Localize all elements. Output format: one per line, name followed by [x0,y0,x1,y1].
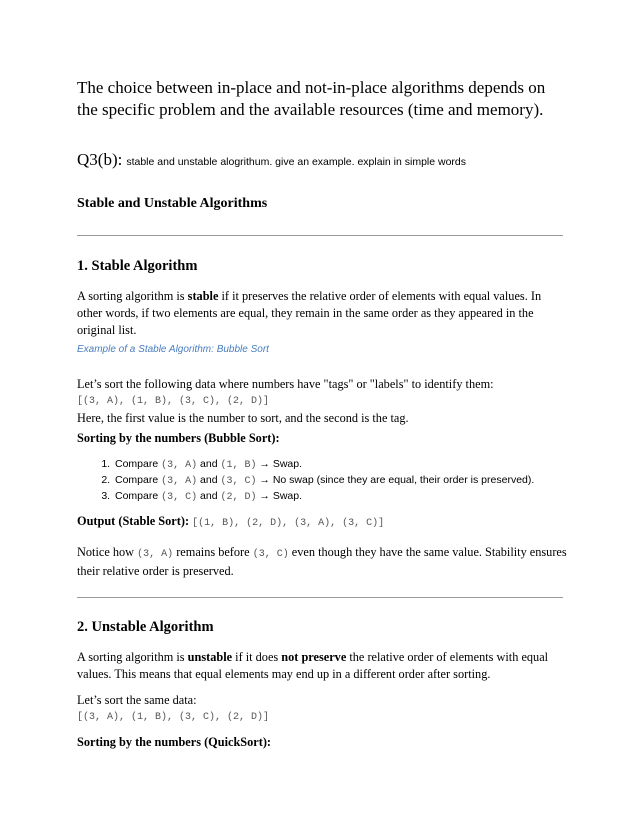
step-text: Compare [115,474,162,486]
unstable-def-bold-2: not preserve [281,650,347,664]
notice-text: Notice how [77,545,138,559]
notice-text-mid: remains before [173,545,253,559]
quicksort-subheading: Sorting by the numbers (QuickSort): [77,735,272,749]
stable-output [77,514,567,529]
question-line [77,150,567,170]
step-pair-b: (1, B) [220,460,257,471]
stable-notice [77,544,567,580]
step-result: → Swap. [256,490,303,502]
data-intro [77,376,567,427]
output-label: Output (Stable Sort): [77,514,190,528]
step-text: Compare [115,458,162,470]
step-and: and [197,490,221,502]
step-and: and [197,458,221,470]
data-note: Here, the first value is the number to sort, and the second is the tag. [77,411,409,425]
unstable-data [77,692,567,726]
question-text: stable and unstable alogrithum. give an example. explain in simple words [126,156,467,168]
unstable-data-intro: Let’s sort the same data: [77,693,197,707]
example-title: Example of a Stable Algorithm: Bubble Sort [77,344,269,355]
output-list: [(1, B), (2, D), (3, A), (3, C)] [192,518,385,529]
data-list: [(3, A), (1, B), (3, C), (2, D)] [77,396,270,407]
unstable-def-text-mid: if it does [232,650,282,664]
stable-heading: 1. Stable Algorithm [77,258,198,274]
intro-paragraph: The choice between in-place and not-in-place algorithms depends on the specific problem and the available resources (time and memory). [77,78,546,119]
divider [77,235,563,236]
question-label: Q3(b): [77,150,123,169]
step-pair-a: (3, C) [161,492,198,503]
step-result: → Swap. [256,458,303,470]
step-pair-b: (3, C) [220,476,257,487]
step-text: Compare [115,490,162,502]
divider [77,597,563,598]
page-title: Stable and Unstable Algorithms [77,196,268,211]
stable-def-text: A sorting algorithm is [77,289,188,303]
step-result: → No swap (since they are equal, their order is preserved). [256,474,535,486]
notice-pair-a: (3, A) [137,549,174,560]
unstable-definition [77,649,567,683]
stable-definition [77,288,567,339]
notice-pair-b: (3, C) [252,549,289,560]
step-pair-b: (2, D) [220,492,257,503]
data-intro-text: Let’s sort the following data where numbers have "tags" or "labels" to identify them: [77,377,494,391]
list-item [113,457,603,473]
stable-def-text-rest: if it preserves the relative order of elements with equal values. In other words, if two elements are equal, they remain in the same order as they appeared in the original list. [77,289,542,337]
unstable-def-bold: unstable [187,650,233,664]
list-item [113,489,603,505]
list-item [113,473,603,489]
bubble-sort-subheading: Sorting by the numbers (Bubble Sort): [77,431,280,445]
unstable-data-list: [(3, A), (1, B), (3, C), (2, D)] [77,712,270,723]
step-pair-a: (3, A) [161,460,198,471]
unstable-heading: 2. Unstable Algorithm [77,619,214,635]
unstable-def-text: A sorting algorithm is [77,650,188,664]
bubble-sort-steps [77,457,603,505]
stable-def-bold: stable [187,289,219,303]
step-and: and [197,474,221,486]
unstable-def-text-rest: the relative order of elements with equal values. This means that equal elements may end up in a different order after sorting. [77,650,549,681]
step-pair-a: (3, A) [161,476,198,487]
notice-text-rest: even though they have the same value. Stability ensures their relative order is preserved. [77,545,567,578]
